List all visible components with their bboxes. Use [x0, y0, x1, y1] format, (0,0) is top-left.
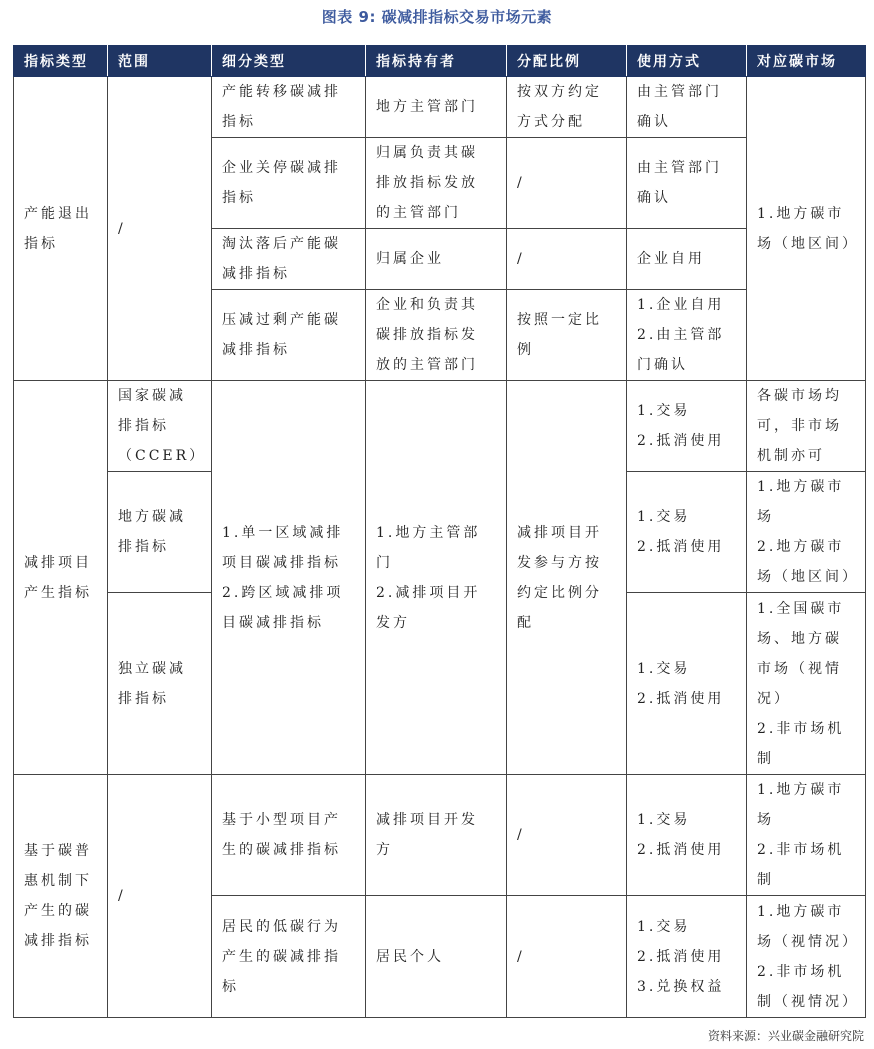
cell-line: 由主管部门 — [637, 84, 722, 100]
cell-line: 场 — [757, 812, 774, 828]
cell-line: 项目碳减排指标 — [222, 554, 341, 571]
cell-line: 门 — [376, 554, 393, 571]
allocation-cell — [507, 229, 627, 290]
subtype-cell — [212, 290, 366, 381]
cell-line: 1.地方碳市 — [757, 205, 845, 222]
cell-line: 制 — [757, 872, 774, 888]
cell-line: 1.单一区域减排 — [222, 524, 344, 541]
cell-line: 按双方约定 — [517, 84, 602, 100]
holder-cell — [366, 229, 507, 290]
cell-line: 指标 — [222, 190, 256, 206]
cell-line: 1.交易 — [637, 509, 691, 525]
cell-line: 场（地区间） — [757, 235, 859, 252]
cell-line: 排指标 — [118, 418, 169, 434]
cell-line: 2.抵消使用 — [637, 539, 725, 555]
subtype-cell — [212, 775, 366, 896]
cell-line: 指标 — [24, 235, 58, 252]
cell-line: 2.抵消使用 — [637, 433, 725, 449]
market-cell — [747, 381, 866, 472]
table-row — [14, 77, 866, 138]
cell-line: 1.交易 — [637, 812, 691, 828]
cell-line: / — [517, 948, 525, 965]
cell-line: 2.减排项目开 — [376, 584, 481, 601]
cell-line: 场（视情况） — [757, 933, 859, 950]
cell-line: 基于小型项目产 — [222, 812, 341, 828]
cell-line: 发参与方按 — [517, 554, 602, 571]
cell-line: 减排指标 — [222, 266, 290, 282]
cell-line: 1.地方碳市 — [757, 782, 845, 798]
scope-cell: / — [108, 775, 212, 1018]
usage-cell — [627, 77, 747, 138]
cell-line: 基于碳普 — [24, 843, 92, 859]
cell-line: 归属负责其碳 — [376, 145, 478, 161]
cell-line: 放的主管部门 — [376, 357, 478, 373]
cell-line: 产能退出 — [24, 205, 92, 222]
cell-line: / — [517, 175, 525, 191]
cell-line: 居民个人 — [376, 948, 444, 965]
cell-line: 按照一定比 — [517, 312, 602, 328]
allocation-cell — [507, 77, 627, 138]
cell-line: 归属企业 — [376, 251, 444, 267]
cell-line: 标 — [222, 978, 239, 995]
cell-line: 1.交易 — [637, 918, 691, 935]
subtype-cell — [212, 229, 366, 290]
header-subtype: 细分类型 — [212, 46, 366, 77]
cell-line: 场 — [757, 509, 774, 525]
cell-line: 淘汰落后产能碳 — [222, 236, 341, 252]
market-cell — [747, 593, 866, 775]
usage-cell — [627, 229, 747, 290]
allocation-cell — [507, 381, 627, 775]
cell-line: 企业关停碳减排 — [222, 160, 341, 176]
usage-cell — [627, 593, 747, 775]
cell-line: 地方碳减 — [118, 509, 186, 525]
cell-line: 2.抵消使用 — [637, 842, 725, 858]
cell-line: 碳排放指标发 — [376, 327, 478, 343]
cell-line: 压减过剩产能碳 — [222, 312, 341, 328]
cell-line: / — [517, 827, 525, 843]
market-cell — [747, 775, 866, 896]
allocation-cell — [507, 138, 627, 229]
cell-line: 地方主管部门 — [376, 99, 478, 115]
cell-line: 减排项目 — [24, 554, 92, 571]
usage-cell — [627, 290, 747, 381]
cell-line: / — [517, 251, 525, 267]
cell-line: 2.非市场机 — [757, 720, 845, 737]
cell-line: 惠机制下 — [24, 873, 92, 889]
cell-line: 1.地方碳市 — [757, 903, 845, 920]
cell-line: 例 — [517, 342, 534, 358]
cell-line: 产生指标 — [24, 584, 92, 601]
scope-cell — [108, 472, 212, 593]
cell-line: 1.交易 — [637, 403, 691, 419]
cell-line: 各碳市场均 — [757, 388, 842, 404]
cell-line: 方 — [376, 842, 393, 858]
header-allocation: 分配比例 — [507, 46, 627, 77]
cell-line: 减排指标 — [222, 342, 290, 358]
cell-line: 1.交易 — [637, 660, 691, 677]
cell-line: 发方 — [376, 614, 410, 631]
subtype-cell — [212, 77, 366, 138]
header-usage: 使用方式 — [627, 46, 747, 77]
usage-cell — [627, 472, 747, 593]
cell-line: 2.抵消使用 — [637, 948, 725, 965]
subtype-cell — [212, 138, 366, 229]
cell-line: 居民的低碳行为 — [222, 918, 341, 935]
scope-cell — [108, 593, 212, 775]
cell-line: 1.地方主管部 — [376, 524, 481, 541]
cell-line: （CCER） — [118, 448, 207, 464]
cell-line: 机制亦可 — [757, 448, 825, 464]
cell-line: 场、地方碳 — [757, 630, 842, 647]
cell-line: 场（地区间） — [757, 569, 859, 585]
cell-line: 产生的碳减排指 — [222, 948, 341, 965]
cell-line: 市场（视情 — [757, 660, 842, 677]
cell-line: 2.非市场机 — [757, 842, 845, 858]
subtype-cell — [212, 381, 366, 775]
holder-cell — [366, 290, 507, 381]
cell-line: 2.地方碳市 — [757, 539, 845, 555]
usage-cell — [627, 381, 747, 472]
cell-line: 独立碳减 — [118, 660, 186, 677]
cell-line: 2.非市场机 — [757, 963, 845, 980]
cell-line: 企业自用 — [637, 251, 705, 267]
cell-line: 制 — [757, 750, 774, 767]
allocation-cell — [507, 896, 627, 1018]
cell-line: 排放指标发放 — [376, 175, 478, 191]
cell-line: 可，非市场 — [757, 418, 842, 434]
type-cell — [14, 381, 108, 775]
cell-line: 产能转移碳减排 — [222, 84, 341, 100]
table-row — [14, 381, 866, 472]
market-cell — [747, 77, 866, 381]
cell-line: 减排项目开 — [517, 524, 602, 541]
holder-cell — [366, 775, 507, 896]
cell-line: 确认 — [637, 114, 671, 130]
holder-cell — [366, 77, 507, 138]
allocation-cell — [507, 290, 627, 381]
allocation-cell — [507, 775, 627, 896]
header-indicator-type: 指标类型 — [14, 46, 108, 77]
source-note: 资料来源：兴业碳金融研究院 — [707, 1029, 864, 1043]
cell-line: 1.企业自用 — [637, 297, 725, 313]
header-market: 对应碳市场 — [747, 46, 866, 77]
market-cell — [747, 472, 866, 593]
usage-cell — [627, 896, 747, 1018]
header-scope: 范围 — [108, 46, 212, 77]
scope-cell: / — [108, 77, 212, 381]
cell-line: 况） — [757, 690, 791, 707]
cell-line: 约定比例分 — [517, 584, 602, 601]
cell-line: 配 — [517, 614, 534, 631]
market-cell — [747, 896, 866, 1018]
cell-line: 2.由主管部 — [637, 327, 725, 343]
cell-line: 目碳减排指标 — [222, 614, 324, 631]
cell-line: 确认 — [637, 190, 671, 206]
usage-cell — [627, 775, 747, 896]
cell-line: 2.抵消使用 — [637, 690, 725, 707]
cell-line: 国家碳减 — [118, 388, 186, 404]
holder-cell — [366, 896, 507, 1018]
cell-line: 3.兑换权益 — [637, 978, 725, 995]
holder-cell — [366, 138, 507, 229]
cell-line: 2.跨区域减排项 — [222, 584, 344, 601]
holder-cell — [366, 381, 507, 775]
cell-line: 门确认 — [637, 357, 688, 373]
cell-line: 企业和负责其 — [376, 297, 478, 313]
subtype-cell — [212, 896, 366, 1018]
cell-line: 排指标 — [118, 539, 169, 555]
cell-line: 制（视情况） — [757, 993, 859, 1010]
cell-line: 减排项目开发 — [376, 812, 478, 828]
cell-line: 1.地方碳市 — [757, 479, 845, 495]
cell-line: 由主管部门 — [637, 160, 722, 176]
cell-line: 减排指标 — [24, 933, 92, 949]
cell-line: 排指标 — [118, 690, 169, 707]
header-holder: 指标持有者 — [366, 46, 507, 77]
usage-cell — [627, 138, 747, 229]
table-row — [14, 775, 866, 896]
header-row — [14, 46, 866, 77]
cell-line: 的主管部门 — [376, 205, 461, 221]
figure-title: 图表 9: 碳减排指标交易市场元素 — [321, 8, 553, 26]
type-cell — [14, 77, 108, 381]
carbon-indicator-table — [13, 45, 866, 1018]
cell-line: 1.全国碳市 — [757, 600, 845, 617]
type-cell — [14, 775, 108, 1018]
scope-cell — [108, 381, 212, 472]
cell-line: 指标 — [222, 114, 256, 130]
cell-line: 产生的碳 — [24, 903, 92, 919]
cell-line: 生的碳减排指标 — [222, 842, 341, 858]
cell-line: 方式分配 — [517, 114, 585, 130]
